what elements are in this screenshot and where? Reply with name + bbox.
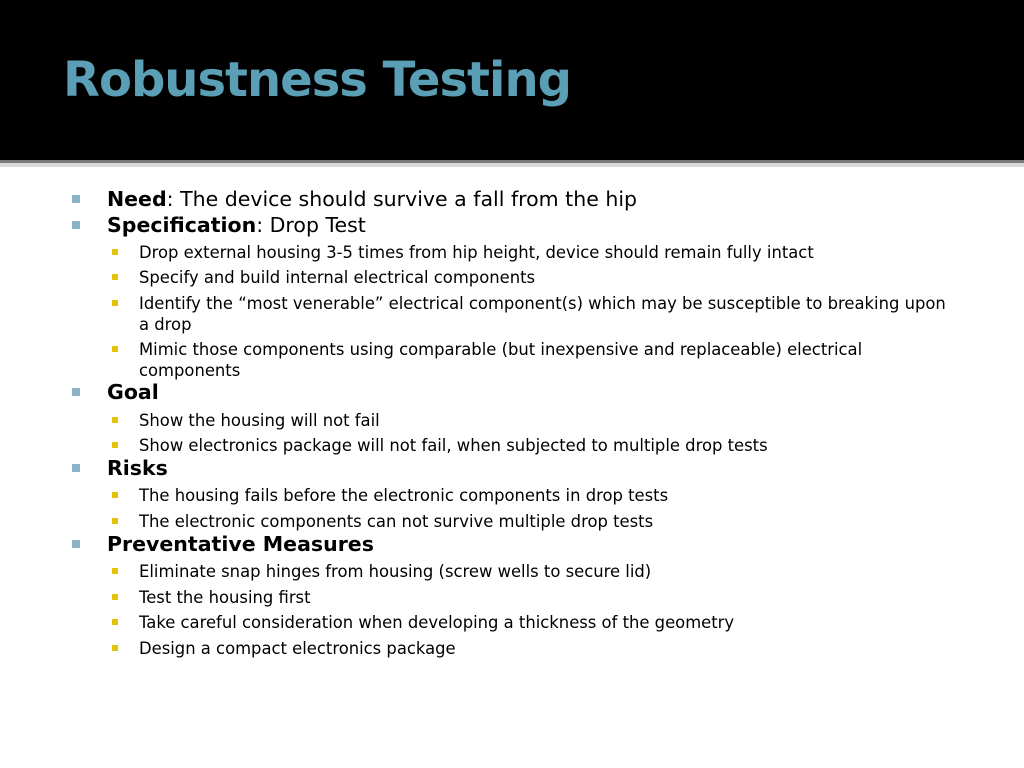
- square-bullet-icon: [72, 195, 80, 203]
- square-bullet-icon: [112, 442, 118, 448]
- square-bullet-icon: [112, 249, 118, 255]
- list-item: [139, 293, 959, 335]
- square-bullet-icon: [72, 540, 80, 548]
- square-bullet-icon: [72, 464, 80, 472]
- list-item: [139, 511, 959, 532]
- square-bullet-icon: [112, 645, 118, 651]
- list-item-text: Eliminate snap hinges from housing (screw wells to secure lid): [139, 562, 652, 581]
- need-label: Need: [107, 187, 167, 211]
- bullet-preventative-measures: [107, 531, 374, 557]
- square-bullet-icon: [112, 274, 118, 280]
- square-bullet-icon: [112, 518, 118, 524]
- square-bullet-icon: [112, 568, 118, 574]
- square-bullet-icon: [72, 221, 80, 229]
- bullet-specification: [107, 212, 366, 238]
- list-item-text: Drop external housing 3-5 times from hip height, device should remain fully intact: [139, 243, 814, 262]
- list-item: [139, 587, 959, 608]
- list-item-text: Take careful consideration when developing a thickness of the geometry: [139, 613, 735, 632]
- square-bullet-icon: [112, 594, 118, 600]
- list-item: [139, 242, 959, 263]
- specification-label: Specification: [107, 213, 257, 237]
- list-item: [139, 267, 959, 288]
- measures-label: Preventative Measures: [107, 532, 374, 556]
- square-bullet-icon: [112, 619, 118, 625]
- list-item: [139, 561, 959, 582]
- bullet-risks: [107, 455, 168, 481]
- list-item: [139, 339, 959, 381]
- slide-title: Robustness Testing: [63, 52, 571, 108]
- list-item-text: Identify the “most venerable” electrical component(s) which may be susceptible to breaking upon a drop: [139, 294, 946, 334]
- square-bullet-icon: [72, 388, 80, 396]
- square-bullet-icon: [112, 300, 118, 306]
- specification-text: : Drop Test: [256, 213, 366, 237]
- list-item-text: Mimic those components using comparable (but inexpensive and replaceable) electrical components: [139, 340, 863, 380]
- list-item-text: Show electronics package will not fail, when subjected to multiple drop tests: [139, 436, 768, 455]
- list-item: [139, 410, 959, 431]
- risks-label: Risks: [107, 456, 168, 480]
- bullet-goal: [107, 379, 159, 405]
- square-bullet-icon: [112, 346, 118, 352]
- list-item: [139, 612, 959, 633]
- list-item-text: Design a compact electronics package: [139, 639, 456, 658]
- list-item-text: Show the housing will not fail: [139, 411, 380, 430]
- goal-label: Goal: [107, 380, 159, 404]
- list-item: [139, 435, 959, 456]
- square-bullet-icon: [112, 417, 118, 423]
- list-item-text: Test the housing first: [139, 588, 311, 607]
- list-item-text: The electronic components can not survive multiple drop tests: [139, 512, 654, 531]
- list-item-text: The housing fails before the electronic components in drop tests: [139, 486, 669, 505]
- list-item-text: Specify and build internal electrical components: [139, 268, 536, 287]
- list-item: [139, 485, 959, 506]
- list-item: [139, 638, 959, 659]
- bullet-need: [107, 186, 637, 212]
- square-bullet-icon: [112, 492, 118, 498]
- need-text: : The device should survive a fall from the hip: [166, 187, 638, 211]
